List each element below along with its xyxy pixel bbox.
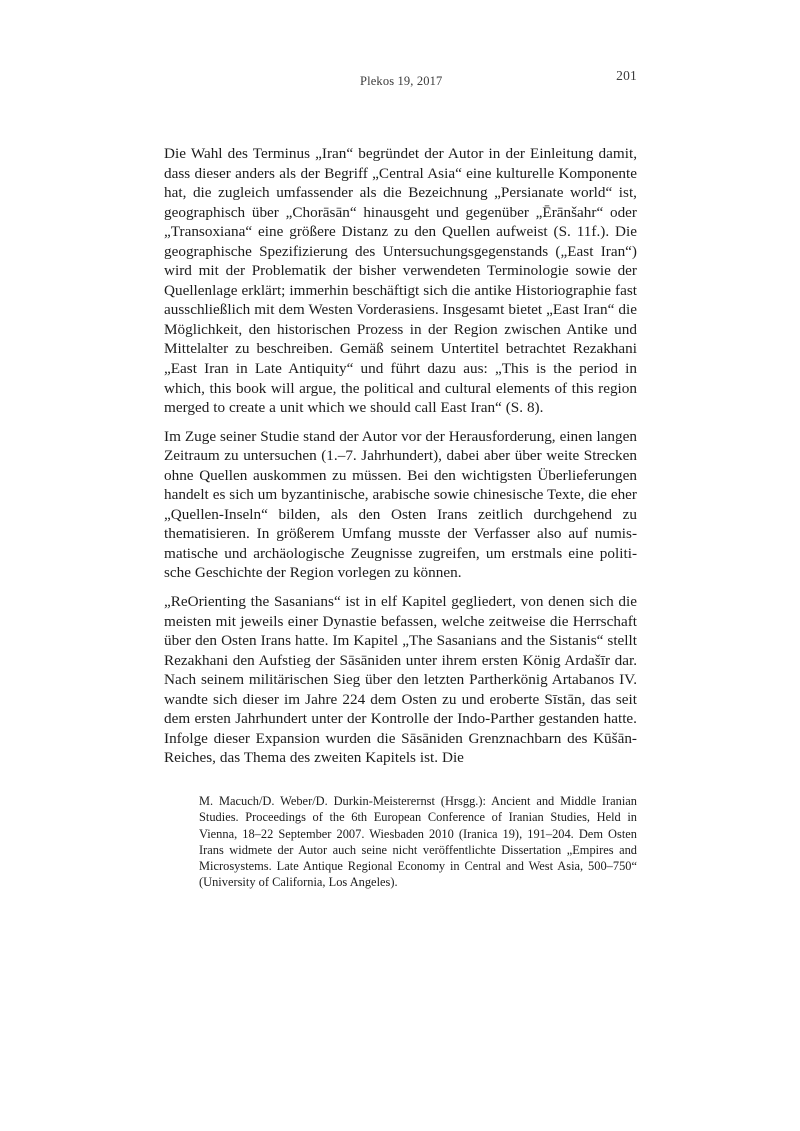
- body-paragraph: „ReOrienting the Sasanians“ ist in elf Kapitel gegliedert, von denen sich die meisten mit jeweils einer Dynastie befassen, welche zeitweise die Herrschaft über den Osten Irans hatte. Im Kapitel „The Sasanians and the Sistanis“ stellt Rezakhani den Aufstieg der Sāsāniden unter ihrem ersten König Ardašīr dar. Nach seinem militärischen Sieg über den letzten Partherkönig Artabanos IV. wandte sich dieser im Jahre 224 dem Osten zu und eroberte Sīstān, das seit dem ersten Jahrhundert unter der Kontrolle der Indo-Parther gestanden hatte. Infolge dieser Expansion wurden die Sāsāniden Grenznachbarn des Kūšān-Reiches, das Thema des zweiten Kapitels ist. Die: [164, 593, 637, 767]
- page-number: 201: [616, 68, 637, 83]
- page-header: [164, 68, 637, 94]
- body-paragraph: Im Zuge seiner Studie stand der Autor vor der Herausforderung, einen langen Zeitraum zu untersuchen (1.–7. Jahrhundert), dabei aber über weite Strecken ohne Quellen auskommen zu müssen. Bei den wichtigsten Überlieferungen handelt es sich um byzantinische, arabische sowie chinesische Texte, die eher „Quellen-Inseln“ bilden, als den Osten Irans zeitlich durchgehend zu thematisieren. In größerem Umfang musste der Verfasser also auf numismatische und archäologische Zeugnisse zugreifen, um erstmals eine politische Geschichte der Region vorlegen zu können.: [164, 427, 637, 582]
- footnote-text: M. Macuch/D. Weber/D. Durkin-Meisterernst (Hrsgg.): Ancient and Middle Iranian Studies. Proceedings of the 6th European Conference of Iranian Studies, Held in Vienna, 18–22 September 2007. Wiesbaden 2010 (Iranica 19), 191–204. Dem Osten Irans widmete der Autor auch seine nicht veröffentlichte Dissertation „Empires and Microsystems. Late Antique Regional Economy in Central and West Asia, 500–750“ (University of California, Los Angeles).: [199, 794, 637, 890]
- running-head-title: Plekos 19, 2017: [360, 74, 443, 88]
- body-text-block: [164, 144, 637, 768]
- footnote-block: [199, 793, 637, 891]
- body-paragraph: Die Wahl des Terminus „Iran“ begründet der Autor in der Einleitung damit, dass dieser anders als der Begriff „Central Asia“ eine kulturelle Komponente hat, die zugleich umfassender als die Bezeichnung „Persianate world“ ist, geographisch über „Chorāsān“ hinausgeht und gegenüber „Ērānšahr“ oder „Transoxiana“ eine größere Distanz zu den Quellen aufweist (S. 11f.). Die geographische Spezifizierung des Untersuchungsgegenstands („East Iran“) wird mit der Problematik der bisher verwendeten Terminologie sowie der Quellenlage erklärt; immerhin beschäftigt sich die antike Historiographie fast ausschließlich mit dem Westen Vorderasiens. Insgesamt bietet „East Iran“ die Möglichkeit, den historischen Prozess in der Region zwischen Antike und Mittelalter zu beschreiben. Gemäß seinem Untertitel betrachtet Rezakhani „East Iran in Late Antiquity“ und führt dazu aus: „This is the period in which, this book will argue, the political and cultural elements of this region merged to create a unit which we should call East Iran“ (S. 8).: [164, 145, 637, 417]
